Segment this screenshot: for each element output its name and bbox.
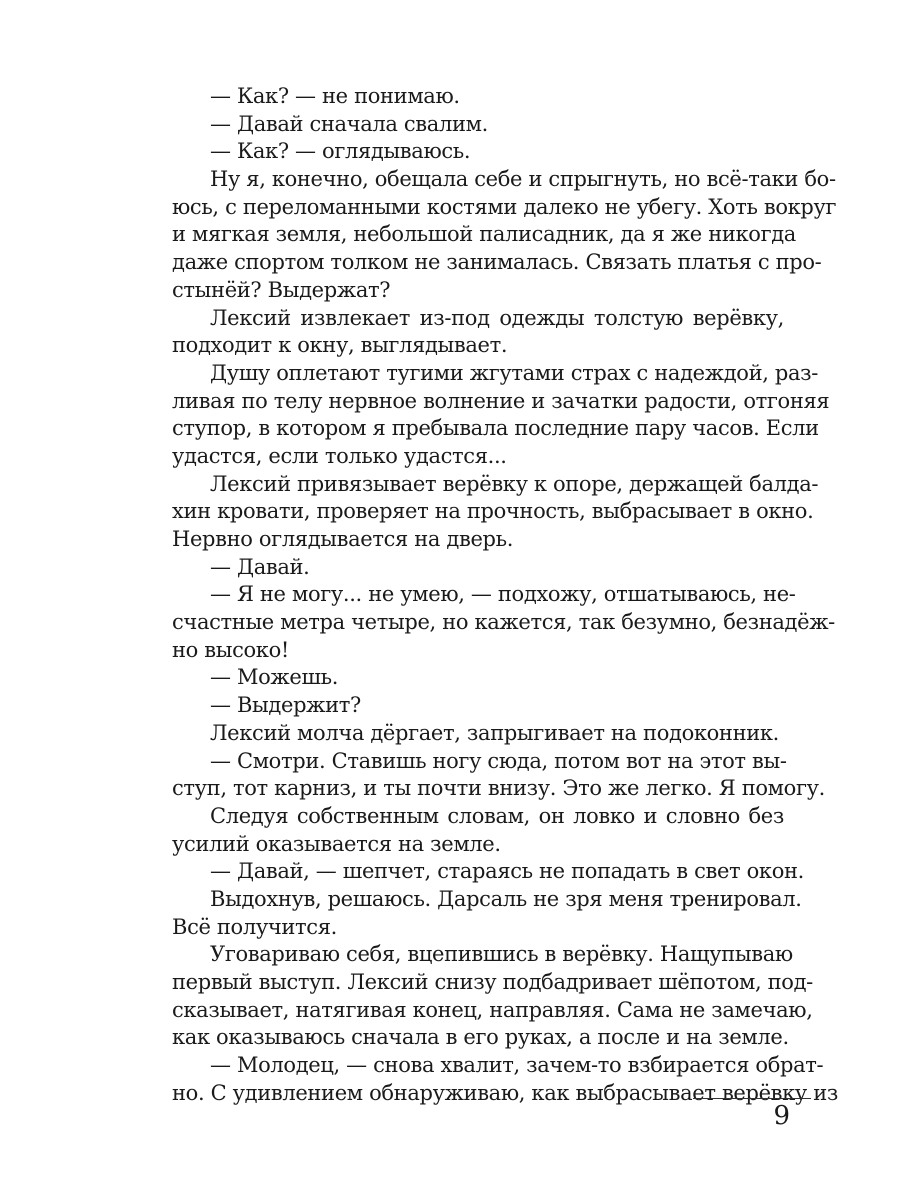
text-line: сказывает, натягивая конец, направляя. Сама не замечаю, (172, 997, 813, 1022)
text-line: счастные метра четыре, но кажется, так безумно, безнадёж- (172, 610, 835, 635)
footer-rule (693, 1098, 811, 1099)
text-line: Ну я, конечно, обещала себе и спрыгнуть, но всё-таки бо- (210, 167, 836, 192)
text-line: хин кровати, проверяет на прочность, выбрасывает в окно. (172, 499, 814, 524)
text-line: — Молодец, — снова хвалит, зачем-то взбирается обрат- (210, 1053, 824, 1078)
text-line: и мягкая земля, небольшой палисадник, да я же никогда (172, 222, 796, 247)
text-line: как оказываюсь сначала в его руках, а после и на земле. (172, 1025, 789, 1050)
text-line: — Можешь. (210, 665, 339, 690)
text-line: Всё получится. (172, 914, 337, 939)
text-line: юсь, с переломанными костями далеко не убегу. Хоть вокруг (172, 194, 837, 219)
text-line: усилий оказывается на земле. (172, 831, 501, 856)
text-line: даже спортом толком не занималась. Связать платья с про- (172, 250, 822, 275)
text-line: Душу оплетают тугими жгутами страх с надеждой, раз- (210, 360, 818, 385)
text-line: но высоко! (172, 637, 289, 662)
text-line: — Давай. (210, 554, 310, 579)
text-line: первый выступ. Лексий снизу подбадривает шёпотом, под- (172, 970, 813, 994)
text-line: — Давай сначала свалим. (210, 111, 488, 136)
text-line: но. С удивлением обнаруживаю, как выбрасывает верёвку из (172, 1080, 839, 1105)
text-line: Нервно оглядывается на дверь. (172, 527, 514, 551)
text-line: Лексий привязывает верёвку к опоре, держащей балда- (210, 471, 819, 496)
body-text (172, 83, 839, 1107)
text-line: — Как? — оглядываюсь. (210, 139, 471, 164)
text-line: Следуя собственным словам, он ловко и словно без (210, 803, 784, 828)
text-line: ступ, тот карниз, и ты почти внизу. Это же легко. Я помогу. (172, 776, 825, 801)
text-line: подходит к окну, выглядывает. (172, 333, 508, 358)
text-line: Уговариваю себя, вцепившись в верёвку. Нащупываю (210, 942, 793, 967)
text-line: ступор, в котором я пребывала последние пару часов. Если (172, 416, 819, 441)
text-line: — Я не могу... не умею, — подхожу, отшатываюсь, не- (210, 582, 796, 607)
text-line: стынёй? Выдержат? (172, 277, 391, 302)
page-number: 9 (773, 1101, 790, 1131)
text-line: — Давай, — шепчет, стараясь не попадать в свет окон. (210, 859, 804, 884)
text-line: Лексий извлекает из-под одежды толстую верёвку, (210, 305, 784, 330)
text-line: Выдохнув, решаюсь. Дарсаль не зря меня тренировал. (210, 886, 802, 911)
text-line: удастся, если только удастся... (172, 443, 507, 468)
text-line: — Смотри. Ставишь ногу сюда, потом вот на этот вы- (210, 748, 787, 773)
text-line: ливая по телу нервное волнение и зачатки радости, отгоняя (172, 388, 830, 413)
text-line: — Выдержит? (210, 693, 361, 718)
text-line: — Как? — не понимаю. (210, 84, 460, 108)
text-line: Лексий молча дёргает, запрыгивает на подоконник. (210, 720, 779, 745)
